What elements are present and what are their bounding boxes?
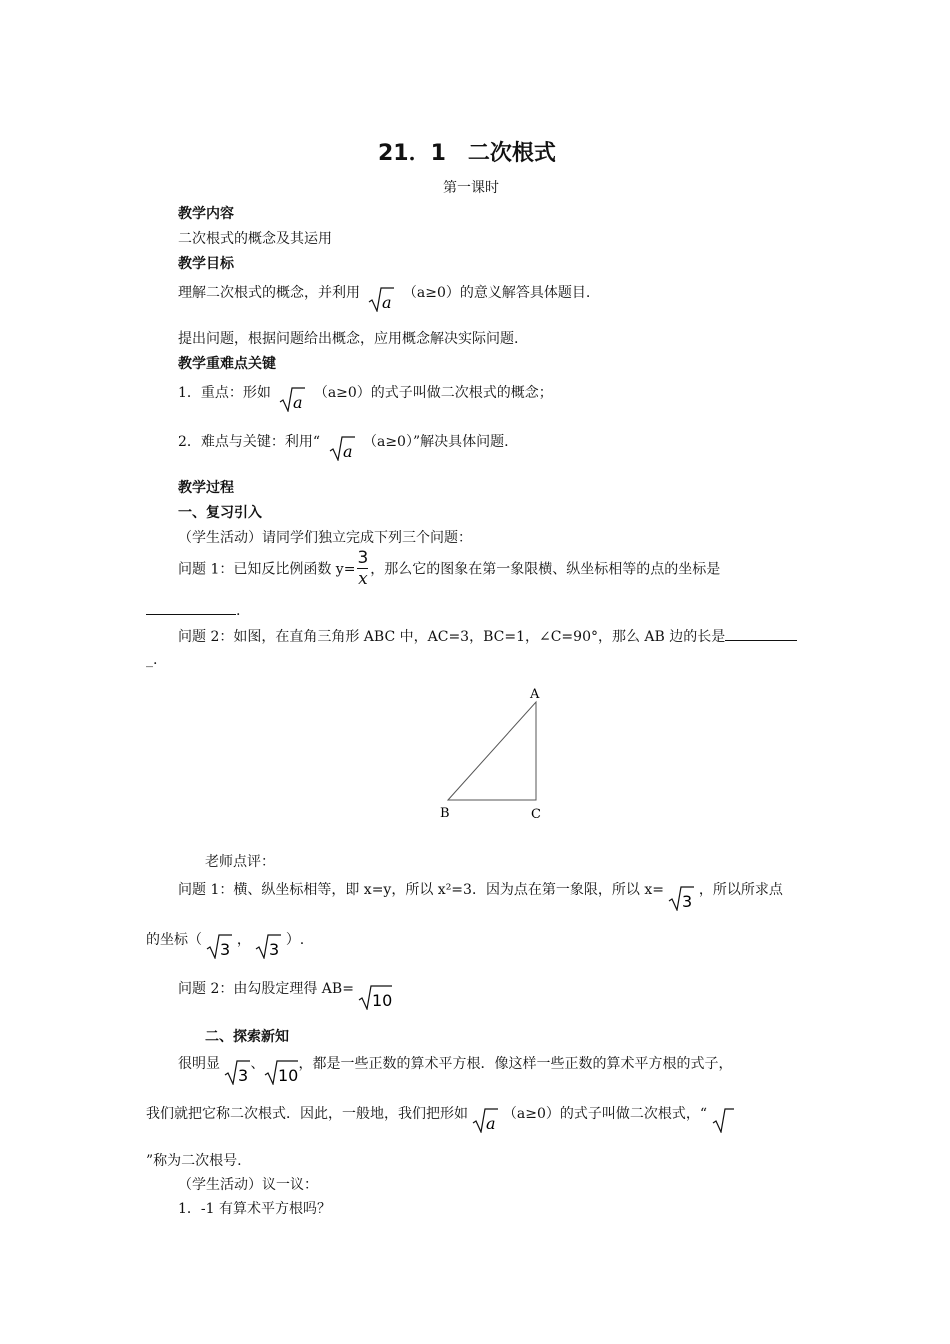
sqrt-a-expression <box>279 386 305 412</box>
review-heading: 一、复习引入 <box>178 505 262 521</box>
answer-1-line <box>178 877 783 911</box>
svg-text:10: 10 <box>278 1066 299 1085</box>
radical-sign-icon <box>472 1107 498 1133</box>
right-triangle-figure <box>430 680 560 825</box>
explore-text-c: ，都是一些正数的算术平方根．像这样一些正数的算术平方根的式子， <box>298 1056 733 1072</box>
explore-line-3: ”称为二次根号. <box>146 1153 242 1169</box>
answer-1-coordinates <box>146 927 305 959</box>
svg-text:10: 10 <box>372 991 393 1010</box>
discussion-item-1: 1．-1 有算术平方根吗？ <box>178 1201 331 1217</box>
sqrt-3-expression <box>668 885 694 911</box>
answer-blank <box>146 614 236 615</box>
fraction-numerator: 3 <box>357 548 369 568</box>
answer-2-line <box>178 976 393 1010</box>
explore-text-a: 很明显 <box>178 1056 220 1072</box>
process-heading: 教学过程 <box>178 480 234 496</box>
explore-line-2 <box>146 1101 734 1133</box>
question-1 <box>178 549 720 588</box>
answer-1-text-c: 的坐标（ <box>146 932 202 948</box>
svg-text:a: a <box>486 1114 496 1133</box>
key-line-1 <box>178 380 553 412</box>
key-text-2a: 2．难点与关键：利用“ <box>178 434 321 450</box>
answer-1-text-b: ，所以所求点 <box>698 882 783 898</box>
radical-sign-icon <box>712 1107 734 1133</box>
key-line-2 <box>178 429 509 461</box>
svg-text:3: 3 <box>238 1066 249 1085</box>
vertex-label-a: A <box>530 687 540 702</box>
goal-line-2: 提出问题，根据问题给出概念，应用概念解决实际问题. <box>178 331 519 347</box>
question-1-blank-line <box>146 603 240 619</box>
sqrt-a-expression <box>368 286 394 312</box>
answer-1-comma: ， <box>236 932 251 948</box>
radical-sign-icon <box>255 933 281 959</box>
question-1-text-a: 问题 1：已知反比例函数 y= <box>178 561 356 578</box>
svg-text:a: a <box>293 393 303 412</box>
answer-2-text: 问题 2：由勾股定理得 AB= <box>178 981 354 997</box>
answer-1-text-a: 问题 1：横、纵坐标相等，即 x=y，所以 x²=3．因为点在第一象限，所以 x= <box>178 882 665 898</box>
sqrt-a-expression <box>472 1107 498 1133</box>
answer-blank <box>725 640 797 641</box>
svg-text:a: a <box>342 442 353 461</box>
page-title: 21．1 二次根式 <box>378 141 556 166</box>
radical-sign-icon <box>279 386 305 412</box>
svg-text:3: 3 <box>682 892 693 911</box>
radical-sign-icon <box>368 286 394 312</box>
key-text-1a: 1．重点：形如 <box>178 385 271 401</box>
sqrt-10-expression <box>358 984 392 1010</box>
fraction-denominator: x <box>358 569 368 589</box>
question-2-text: 问题 2：如图，在直角三角形 ABC 中，AC=3，BC=1，∠C=90°，那么 AB 边的长是 <box>178 629 726 645</box>
radicand-a: a <box>382 293 392 312</box>
sqrt-3-expression <box>224 1059 250 1085</box>
question-1-end: . <box>236 603 241 619</box>
answer-1-text-e: ）. <box>285 932 305 948</box>
radical-sign-icon <box>358 984 392 1010</box>
explore-line-1 <box>178 1051 733 1085</box>
activity-2: （学生活动）议一议： <box>178 1177 318 1193</box>
explore-heading: 二、探索新知 <box>205 1029 289 1045</box>
radical-sign-icon <box>224 1059 250 1085</box>
question-2-end: _. <box>146 652 158 668</box>
question-2 <box>178 626 797 646</box>
sqrt-3-expression <box>255 933 281 959</box>
vertex-label-c: C <box>531 807 541 822</box>
fraction-3-over-x <box>357 549 368 588</box>
content-text: 二次根式的概念及其运用 <box>178 231 332 247</box>
sqrt-10-expression <box>264 1059 298 1085</box>
key-text-1b: （a≥0）的式子叫做二次根式的概念； <box>313 385 553 401</box>
explore-separator: 、 <box>250 1056 265 1072</box>
goal-line-1 <box>178 280 591 312</box>
sqrt-3-expression <box>206 933 232 959</box>
vertex-label-b: B <box>440 806 450 821</box>
goal-text-1b: （a≥0）的意义解答具体题目. <box>402 285 591 301</box>
sqrt-a-expression <box>329 435 355 461</box>
radical-sign-icon <box>329 435 355 461</box>
svg-text:3: 3 <box>220 940 231 959</box>
goal-heading: 教学目标 <box>178 256 234 272</box>
question-1-text-b: ，那么它的图象在第一象限横、纵坐标相等的点的坐标是 <box>370 561 721 578</box>
explore-text-e: （a≥0）的式子叫做二次根式，“ <box>502 1106 708 1122</box>
empty-radical-sign <box>712 1107 734 1133</box>
teacher-comment-heading: 老师点评： <box>205 854 275 870</box>
radical-sign-icon <box>206 933 232 959</box>
radical-sign-icon <box>264 1059 298 1085</box>
radical-sign-icon <box>668 885 694 911</box>
key-text-2b: （a≥0）”解决具体问题. <box>362 434 509 450</box>
goal-text-1a: 理解二次根式的概念，并利用 <box>178 285 360 301</box>
content-heading: 教学内容 <box>178 206 234 222</box>
activity-1: （学生活动）请同学们独立完成下列三个问题： <box>178 530 472 546</box>
key-heading: 教学重难点关键 <box>178 356 276 372</box>
svg-text:3: 3 <box>269 940 280 959</box>
page-subtitle: 第一课时 <box>443 180 499 196</box>
explore-text-d: 我们就把它称二次根式．因此，一般地，我们把形如 <box>146 1106 468 1122</box>
